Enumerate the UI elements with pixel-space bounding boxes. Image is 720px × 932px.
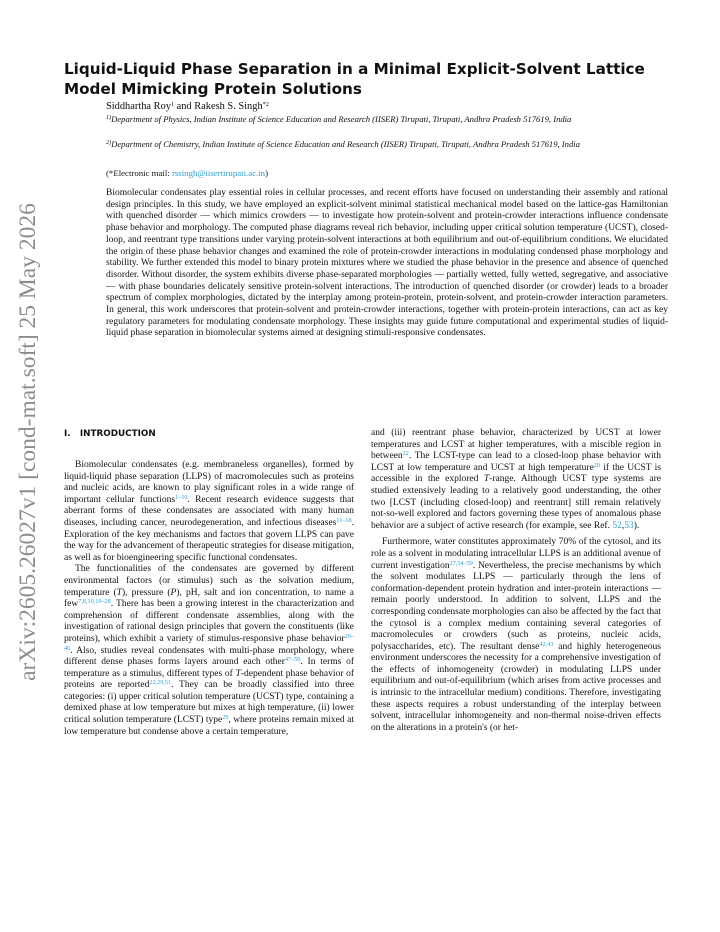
text-run: . Exploration of the key mechanisms and factors that govern LLPS can pave the way for the advancement of therapeutic strategies for disease mitigation, as well as for bioengineering specific functional condensates. [64, 517, 354, 563]
email-label: (*Electronic mail: [106, 168, 172, 178]
affiliation-number: 1) [106, 114, 112, 121]
text-run: Furthermore, water constitutes approximately 70% of the cytosol, and its role as a solvent in modulating intracellular LLPS is an additional avenue of current investigation [371, 537, 661, 571]
corresponding-email [106, 168, 666, 179]
affiliation-2 [106, 139, 692, 150]
paragraph [64, 460, 354, 564]
paragraph [371, 537, 661, 734]
text-run: , [621, 520, 625, 531]
text-run: -dependent phase behavior of proteins are reported [64, 668, 354, 691]
text-run: . Recent research evidence suggests that aberrant forms of these condensates are associated with many human diseases, including cancer, neurodegeneration, and infectious diseases [64, 494, 354, 528]
math-symbol: T [235, 668, 241, 679]
citation-link[interactable]: 42,43 [539, 640, 554, 648]
text-run: -range. Although UCST type systems are studied extensively leading to a relatively good understanding, the other two [LCST (including closed-loop) and reentrant] still remain relatively not-so-well explored and factors governing these types of anomalous phase behavior are a subject of active research (for example, see Ref. [371, 474, 661, 531]
text-run: ). [633, 520, 640, 531]
citation-link[interactable]: 27,54–59 [449, 559, 473, 567]
text-run: and highly heterogeneous environment underscores the necessity for a comprehensive investigation of the effects of inhomogeneity (crowder) in modulating LLPS under equilibrium and out-of-equilibrium (which arises from active processes and is intrinsic to the intracellular medium) conditions. Therefore, investigating these aspects requires a robust understanding of the interplay between solvent, intracellular inhomogeneity and non-thermal noise-driven effects on the alterations in a protein's (or het- [371, 641, 661, 733]
section-number: I. [64, 429, 71, 439]
text-run: . The LCST-type can lead to a closed-loop phase behavior with LCST at low temperature and UCST at high temperature [371, 451, 661, 473]
text-run: . Also, studies reveal condensates with multi-phase morphology, where different dense phases forms layers around each other [64, 645, 354, 668]
text-run: ), pH, salt and ion concentration, to name a few [64, 587, 355, 610]
citation-link[interactable]: 22,29,51 [149, 679, 172, 687]
text-run: . There has been a growing interest in the characterization and comprehension of different condensate assemblies, along with the investigation of rational design principles that govern the constituents (like proteins), which exhibit a variety of stimulus-responsive phase behavior [64, 599, 354, 644]
reference-link[interactable]: 53 [624, 520, 634, 531]
author-name: Siddhartha Roy [106, 101, 171, 112]
citation-link[interactable]: 29–46 [64, 632, 354, 652]
email-close: ) [265, 168, 269, 178]
paragraph [371, 428, 661, 532]
email-link[interactable]: rssingh@iisertirupati.ac.in [171, 168, 266, 178]
author-name: Rakesh S. Singh [194, 101, 263, 112]
paper-title: Liquid-Liquid Phase Separation in a Minimal Explicit-Solvent Lattice Model Mimicking Protein Solutions [64, 60, 645, 98]
text-run: and (iii) reentrant phase behavior, characterized by UCST at lower temperatures and LCST at higher temperatures, with a miscible region in between [371, 428, 661, 462]
text-run: . Nevertheless, the precise mechanisms by which the solvent modulates LLPS — particularly through the lens of conformation-dependent protein hydration and inter-protein interactions — remain poorly understood. In addition to solvent, LLPS and the corresponding condensate morphologies can also be affected by the fact that the cytosol is a complex medium containing several categories of macromolecules or crowders (such as proteins, nucleic acids, polysaccharides, etc). The resultant dense [371, 560, 661, 652]
paragraph [64, 564, 354, 738]
citation-link[interactable]: 29 [222, 714, 229, 722]
citation-link[interactable]: 22 [402, 450, 409, 458]
author-list [106, 101, 666, 113]
section-heading [64, 428, 156, 440]
text-run: . In terms of temperature as a stimulus, different types of [64, 657, 355, 679]
affiliation-number: 2) [106, 139, 112, 146]
citation-link[interactable]: 20 [593, 461, 600, 469]
affiliation-text: Department of Chemistry, Indian Institute of Science Education and Research (IISER) Tirupati, Tirupati, Andhra Pradesh 517619, India [111, 139, 580, 149]
math-symbol: T [116, 587, 122, 598]
affiliation-marker: *2 [262, 101, 269, 108]
text-run: The functionalities of the condensates are governed by different environmental factors (or stimulus) such as the solvation medium, temperature ( [64, 564, 354, 598]
affiliation-marker: 1 [170, 101, 175, 108]
citation-link[interactable]: 7,8,10,19–28 [78, 598, 111, 606]
right-column [371, 428, 661, 734]
abstract: Biomolecular condensates play essential roles in cellular processes, and recent efforts have focused on understanding their assembly and rational design principles. In this study, we have employed an explicit-solvent minimal statistical mechanical model based on the lattice-gas Hamiltonian with quenched disorder — which mimics crowders — to investigate how protein-solvent and protein-crowder interactions influence condensate phase behavior and morphology. The computed phase diagrams reveal rich behavior, including upper critical solution temperature (UCST), closed-loop, and reentrant type transitions under varying protein-solvent interactions at both equilibrium and out-of-equilibrium conditions. We elucidated the origin of these phase behavior changes and examined the role of protein-crowder interactions in modulating condensed phase morphology and stability. We further extended this model to binary protein mixtures where we studied the phase behavior in the presence and absence of quenched disorder. Without disorder, the system exhibits diverse phase-separated morphologies — partially wetted, fully wetted, segregative, and associative — with phase boundaries delicately sensitive protein-solvent interactions. The introduction of quenched disorder (or crowder) leads to a broader spectrum of complex morphologies, dictated by the interplay among protein-protein, protein-solvent, and protein-crowder interaction parameters. In general, this work underscores that protein-solvent and protein-crowder interactions, together with protein-protein interactions, can act as key regulatory parameters for modulating condensate morphology. These insights may guide future computational and experimental studies of liquid-liquid phase separation in biomolecular systems aimed at designing stimuli-responsive condensates. [106, 188, 668, 339]
math-symbol: P [170, 587, 177, 598]
citation-link[interactable]: 47–50 [284, 656, 301, 664]
text-run: . They can be broadly classified into three categories: (i) upper critical solution temperature (UCST) type, containing a demixed phase at low temperature but mixes at high temperature, (ii) lower critical solution temperature (LCST) type [64, 680, 354, 726]
text-run: if the UCST is accessible in the explored [371, 462, 661, 485]
text-run: , where proteins remain mixed at low temperature but condense above a certain temperature, [64, 715, 354, 737]
text-run: ), pressure ( [121, 587, 171, 598]
text-run: Biomolecular condensates (e.g. membraneless organelles), formed by liquid-liquid phase separation (LLPS) of macromolecules such as proteins and nucleic acids, are known to play significant roles in a wide range of important cellular functions [64, 460, 354, 505]
citation-link[interactable]: 1–10 [175, 493, 188, 501]
math-symbol: T [483, 474, 490, 485]
left-column [64, 460, 354, 738]
section-title: INTRODUCTION [79, 429, 156, 439]
reference-link[interactable]: 52 [612, 520, 622, 531]
arxiv-identifier-stamp: arXiv:2605.26027v1 [cond-mat.soft] 25 May 2026 [15, 203, 41, 681]
affiliation-1 [106, 114, 692, 125]
citation-link[interactable]: 11–18 [336, 516, 352, 524]
author-separator: and [174, 101, 195, 112]
affiliation-text: Department of Physics, Indian Institute of Science Education and Research (IISER) Tirupati, Tirupati, Andhra Pradesh 517619, India [111, 114, 572, 124]
